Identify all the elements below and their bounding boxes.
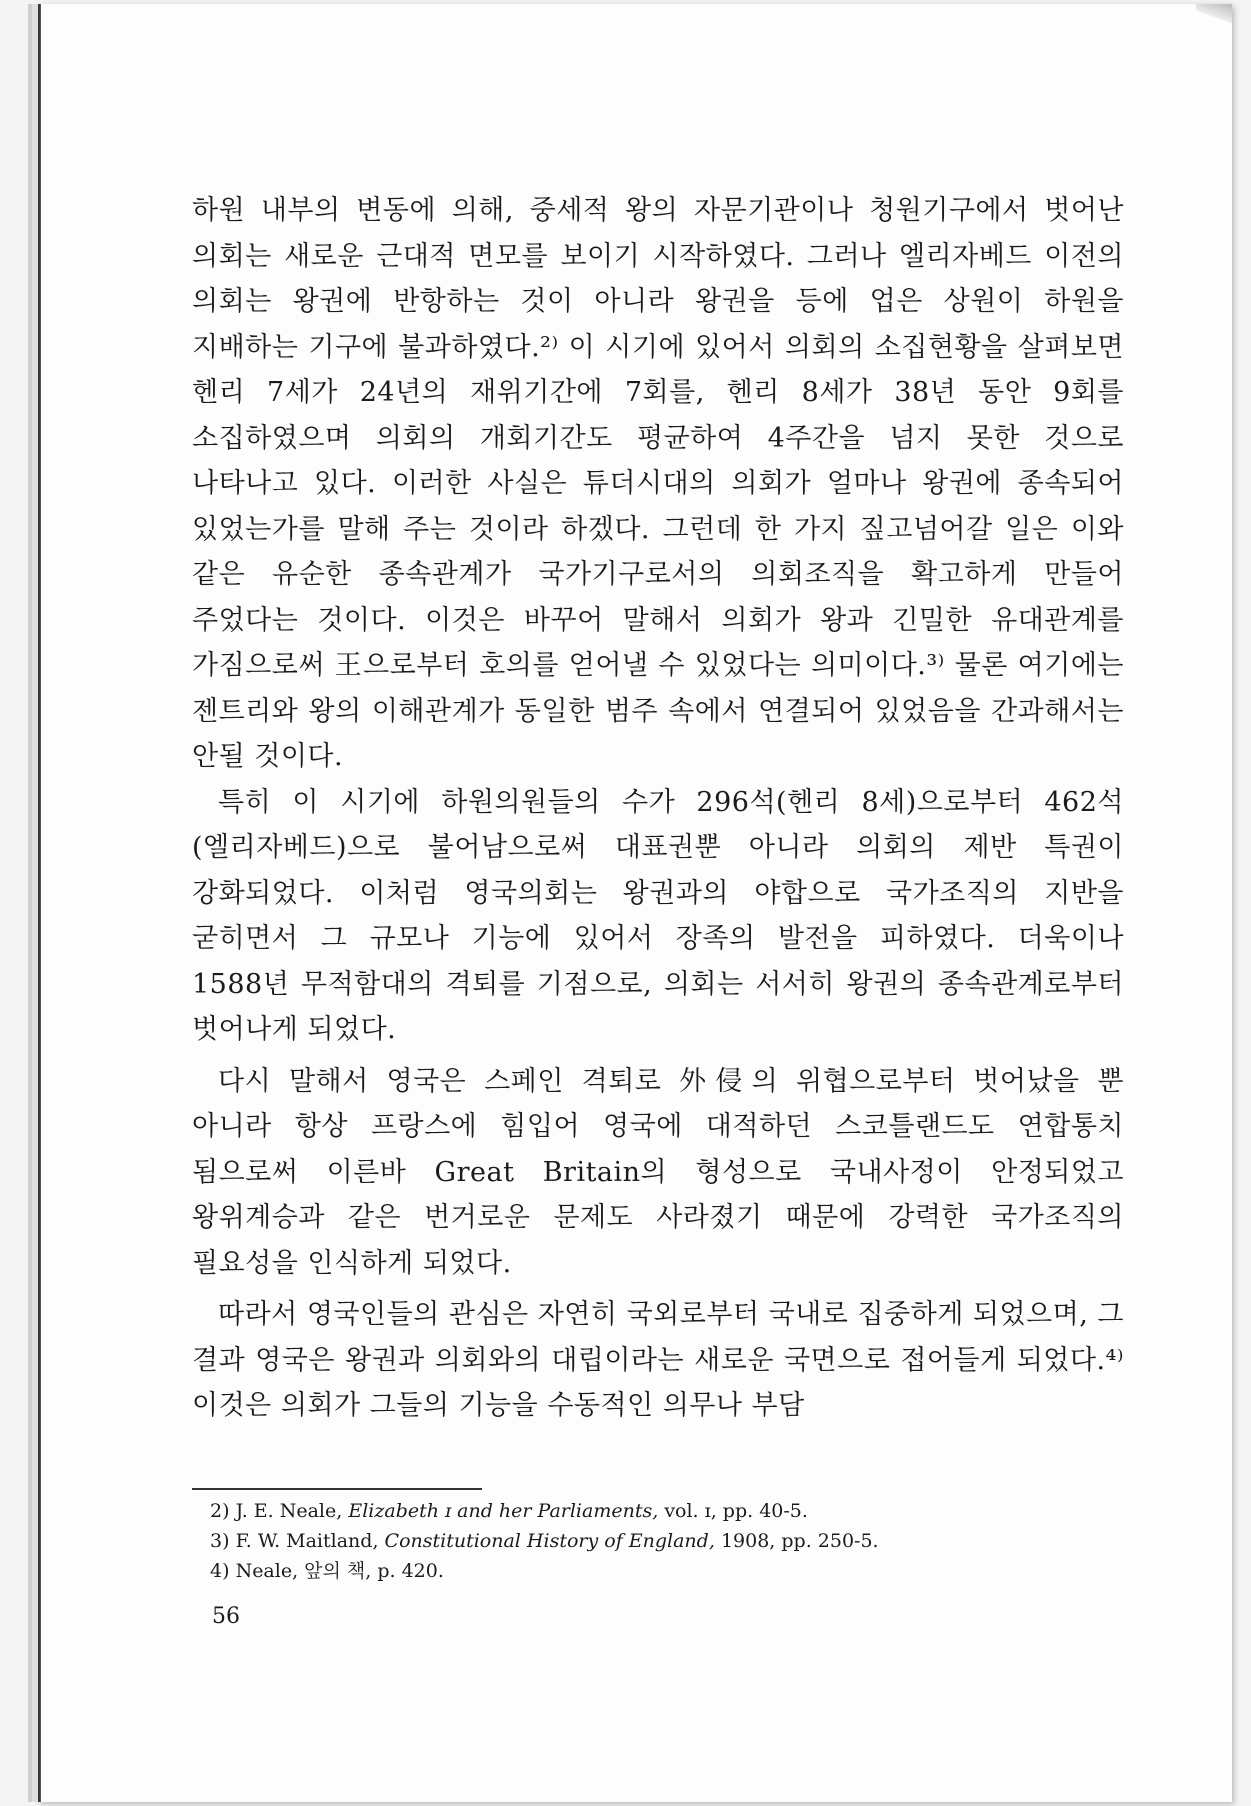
footnote-detail: 1908, pp. 250-5. — [720, 1530, 879, 1552]
book-page — [38, 4, 1232, 1802]
footnote-divider — [192, 1488, 482, 1490]
footnote-author: Neale, — [235, 1560, 299, 1582]
page-corner-fold — [1196, 4, 1232, 26]
footnote-author: F. W. Maitland, — [235, 1530, 379, 1552]
page-spine-edge — [40, 4, 41, 1802]
page-number: 56 — [212, 1604, 240, 1629]
footnote-number: 2) — [210, 1500, 230, 1522]
footnote-2 — [210, 1496, 1110, 1526]
body-text — [192, 188, 1124, 1429]
footnote-detail: 앞의 책, p. 420. — [304, 1560, 444, 1582]
paragraph-4: 따라서 영국인들의 관심은 자연히 국외로부터 국내로 집중하게 되었으며, 그 결과 영국은 왕권과 의회와의 대립이라는 새로운 국면으로 접어들게 되었다.⁴⁾ 이것은 의회가 그들의 기능을 수동적인 의무나 부담 — [192, 1299, 1124, 1421]
footnote-title: Constitutional History of England, — [384, 1530, 715, 1552]
paragraph-2: 특히 이 시기에 하원의원들의 수가 296석(헨리 8세)으로부터 462석(엘리자베드)으로 불어남으로써 대표권뿐 아니라 의회의 제반 특권이 강화되었다. 이처럼 영국의회는 왕권과의 야합으로 국가조직의 지반을 굳히면서 그 규모나 기능에 있어서 장족의 발전을 피하였다. 더욱이나 1588년 무적함대의 격퇴를 기점으로, 의회는 서서히 왕권의 종속관계로부터 벗어나게 되었다. — [192, 786, 1124, 1045]
footnote-title: Elizabeth ɪ and her Parliaments, — [348, 1500, 659, 1522]
footnote-detail: vol. ɪ, pp. 40-5. — [664, 1500, 808, 1522]
footnote-4 — [210, 1556, 1110, 1586]
footnote-number: 3) — [210, 1530, 230, 1552]
paragraph-1: 하원 내부의 변동에 의해, 중세적 왕의 자문기관이나 청원기구에서 벗어난 의회는 새로운 근대적 면모를 보이기 시작하였다. 그러나 엘리자베드 이전의 의회는 왕권에 반항하는 것이 아니라 왕권을 등에 업은 상원이 하원을 지배하는 기구에 불과하였다.²⁾ 이 시기에 있어서 의회의 소집현황을 살펴보면 헨리 7세가 24년의 재위기간에 7회를, 헨리 8세가 38년 동안 9회를 소집하였으며 의회의 개회기간도 평균하여 4주간을 넘지 못한 것으로 나타나고 있다. 이러한 사실은 튜더시대의 의회가 얼마나 왕권에 종속되어 있었는가를 말해 주는 것이라 하겠다. 그런데 한 가지 짚고넘어갈 일은 이와 같은 유순한 종속관계가 국가기구로서의 의회조직을 확고하게 만들어 주었다는 것이다. 이것은 바꾸어 말해서 의회가 왕과 긴밀한 유대관계를 가짐으로써 王으로부터 호의를 얻어낼 수 있었다는 의미이다.³⁾ 물론 여기에는 젠트리와 왕의 이해관계가 동일한 범주 속에서 연결되어 있었음을 간과해서는 안될 것이다. — [192, 195, 1124, 772]
footnote-number: 4) — [210, 1560, 230, 1582]
footnotes — [210, 1496, 1110, 1586]
footnote-3 — [210, 1526, 1110, 1556]
paragraph-3: 다시 말해서 영국은 스페인 격퇴로 外侵의 위협으로부터 벗어났을 뿐 아니라 항상 프랑스에 힘입어 영국에 대적하던 스코틀랜드도 연합통치 됨으로써 이른바 Great Britain의 형성으로 국내사정이 안정되었고 왕위계승과 같은 번거로운 문제도 사라졌기 때문에 강력한 국가조직의 필요성을 인식하게 되었다. — [192, 1065, 1124, 1279]
footnote-author: J. E. Neale, — [235, 1500, 343, 1522]
